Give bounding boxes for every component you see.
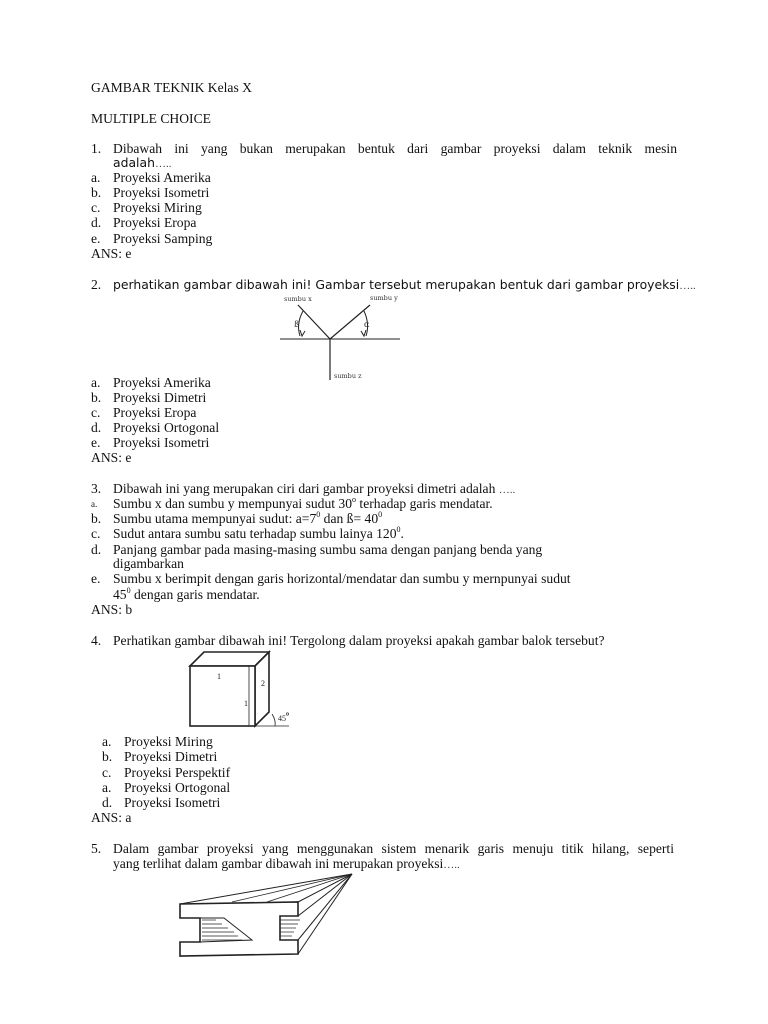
q1-number: 1. xyxy=(91,141,102,156)
q2-option-d-text: Proyeksi Ortogonal xyxy=(113,420,220,435)
q4-option-a-text: Proyeksi Miring xyxy=(124,734,213,749)
document-title: GAMBAR TEKNIK Kelas X xyxy=(91,80,252,95)
q2-option-a-text: Proyeksi Amerika xyxy=(113,375,211,390)
oblique-box-figure xyxy=(185,650,297,730)
q1-text-line1: Dibawah ini yang bukan merupakan bentuk dari gambar proyeksi dalam teknik mesin xyxy=(113,141,677,156)
q3-option-a: a. xyxy=(91,499,98,509)
q5-number: 5. xyxy=(91,841,102,856)
q5-text-line1: Dalam gambar proyeksi yang menggunakan sistem menarik garis menuju titik hilang, seperti xyxy=(113,841,674,856)
q3-ellipsis: ….. xyxy=(498,484,516,496)
q4-option-d-text: Proyeksi Ortogonal xyxy=(124,780,231,795)
degree-sup: 0 xyxy=(378,510,383,519)
axis-y-label: sumbu y xyxy=(370,294,398,302)
q4-option-c-text: Proyeksi Perspektif xyxy=(124,765,231,780)
q2-option-b: b. xyxy=(91,390,102,405)
degree-sup: o xyxy=(352,495,357,504)
q3-option-d-line2: digambarkan xyxy=(113,556,184,571)
q4-number: 4. xyxy=(91,633,102,648)
q3-number: 3. xyxy=(91,481,102,496)
q3-option-b: b. xyxy=(91,511,102,526)
q1-answer: ANS: e xyxy=(91,246,132,261)
q3-option-c-text xyxy=(113,526,404,541)
q3-option-c: c. xyxy=(91,526,101,541)
option-letter: a. xyxy=(91,170,101,185)
q1-option-a-text: Proyeksi Amerika xyxy=(113,170,211,185)
q3-answer: ANS: b xyxy=(91,602,133,617)
q4-option-b-text: Proyeksi Dimetri xyxy=(124,749,218,764)
q5-text-body: yang terlihat dalam gambar dibawah ini merupakan proyeksi xyxy=(113,856,444,871)
q2-number: 2. xyxy=(91,277,102,292)
edge-label-2: 2 xyxy=(261,679,265,688)
q3-option-d: d. xyxy=(91,542,102,557)
q3-a-post: terhadap garis mendatar. xyxy=(356,496,493,511)
q2-option-a: a. xyxy=(91,375,101,390)
q3-c-pre: Sudut antara sumbu satu terhadap sumbu lainya 120 xyxy=(113,526,397,541)
q2-ellipsis: ….. xyxy=(679,280,696,292)
q1-option-d-text: Proyeksi Eropa xyxy=(113,215,197,230)
q4-option-e: d. xyxy=(102,795,113,810)
degree-sup: 0 xyxy=(126,586,131,595)
q2-option-d: d. xyxy=(91,420,102,435)
q4-option-e-text: Proyeksi Isometri xyxy=(124,795,221,810)
q3-c-post: . xyxy=(400,526,404,541)
degree-sup: 0 xyxy=(396,525,401,534)
q3-option-e-line2 xyxy=(113,587,260,602)
q1-option-c-text: Proyeksi Miring xyxy=(113,200,202,215)
q3-e-pre: 45 xyxy=(113,587,127,602)
q3-b-pre: Sumbu utama mempunyai sudut: a=7 xyxy=(113,511,317,526)
q4-option-c: c. xyxy=(102,765,112,780)
angle-label: 45 xyxy=(278,714,286,723)
q2-option-e: e. xyxy=(91,435,101,450)
q3-a-pre: Sumbu x dan sumbu y mempunyai sudut 30 xyxy=(113,496,353,511)
q3-e-post: dengan garis mendatar. xyxy=(130,587,260,602)
axis-diagram-figure xyxy=(270,292,410,384)
q3-option-d-line1: Panjang gambar pada masing-masing sumbu sama dengan panjang benda yang xyxy=(113,542,543,557)
degree-sup: 0 xyxy=(316,510,321,519)
q3-option-b-text xyxy=(113,511,382,526)
q2-option-c-text: Proyeksi Eropa xyxy=(113,405,197,420)
q4-option-b: b. xyxy=(102,749,113,764)
q4-answer: ANS: a xyxy=(91,810,132,825)
q3-text-body: Dibawah ini yang merupakan ciri dari gambar proyeksi dimetri adalah xyxy=(113,481,496,496)
q1-option-b-text: Proyeksi Isometri xyxy=(113,185,210,200)
alpha-angle-label: α xyxy=(364,320,370,329)
q3-option-a-text xyxy=(113,496,493,511)
edge-label-1b: 1 xyxy=(244,699,248,708)
q2-option-b-text: Proyeksi Dimetri xyxy=(113,390,207,405)
q4-option-d: a. xyxy=(102,780,112,795)
perspective-beam-figure xyxy=(172,868,362,968)
q1-ellipsis: ….. xyxy=(154,158,172,170)
q1-option-e-text: Proyeksi Samping xyxy=(113,231,213,246)
q1-option-a xyxy=(91,170,100,185)
axis-x-label: sumbu x xyxy=(284,295,312,303)
q4-option-a: a. xyxy=(102,734,112,749)
q3-option-e: e. xyxy=(91,571,101,586)
section-heading: MULTIPLE CHOICE xyxy=(91,111,211,126)
q1-option-b: b. xyxy=(91,185,102,200)
q1-text-adalah: adalah xyxy=(113,155,155,170)
beta-angle-label: ß xyxy=(294,320,300,329)
q1-option-c: c. xyxy=(91,200,101,215)
q4-text: Perhatikan gambar dibawah ini! Tergolong dalam proyeksi apakah gambar balok tersebut? xyxy=(113,633,605,648)
edge-label-1: 1 xyxy=(217,672,221,681)
axis-z-label: sumbu z xyxy=(334,372,362,380)
q3-b-mid: dan ß= 40 xyxy=(320,511,379,526)
q1-option-d: d. xyxy=(91,215,102,230)
q2-text-body: perhatikan gambar dibawah ini! Gambar tersebut merupakan bentuk dari gambar proyeksi xyxy=(113,277,680,292)
q3-option-e-line1: Sumbu x berimpit dengan garis horizontal/mendatar dan sumbu y mernpunyai sudut xyxy=(113,571,571,586)
q5-ellipsis: ….. xyxy=(443,859,460,871)
q2-option-e-text: Proyeksi Isometri xyxy=(113,435,210,450)
q1-option-e: e. xyxy=(91,231,101,246)
q2-answer: ANS: e xyxy=(91,450,132,465)
q2-option-c: c. xyxy=(91,405,101,420)
